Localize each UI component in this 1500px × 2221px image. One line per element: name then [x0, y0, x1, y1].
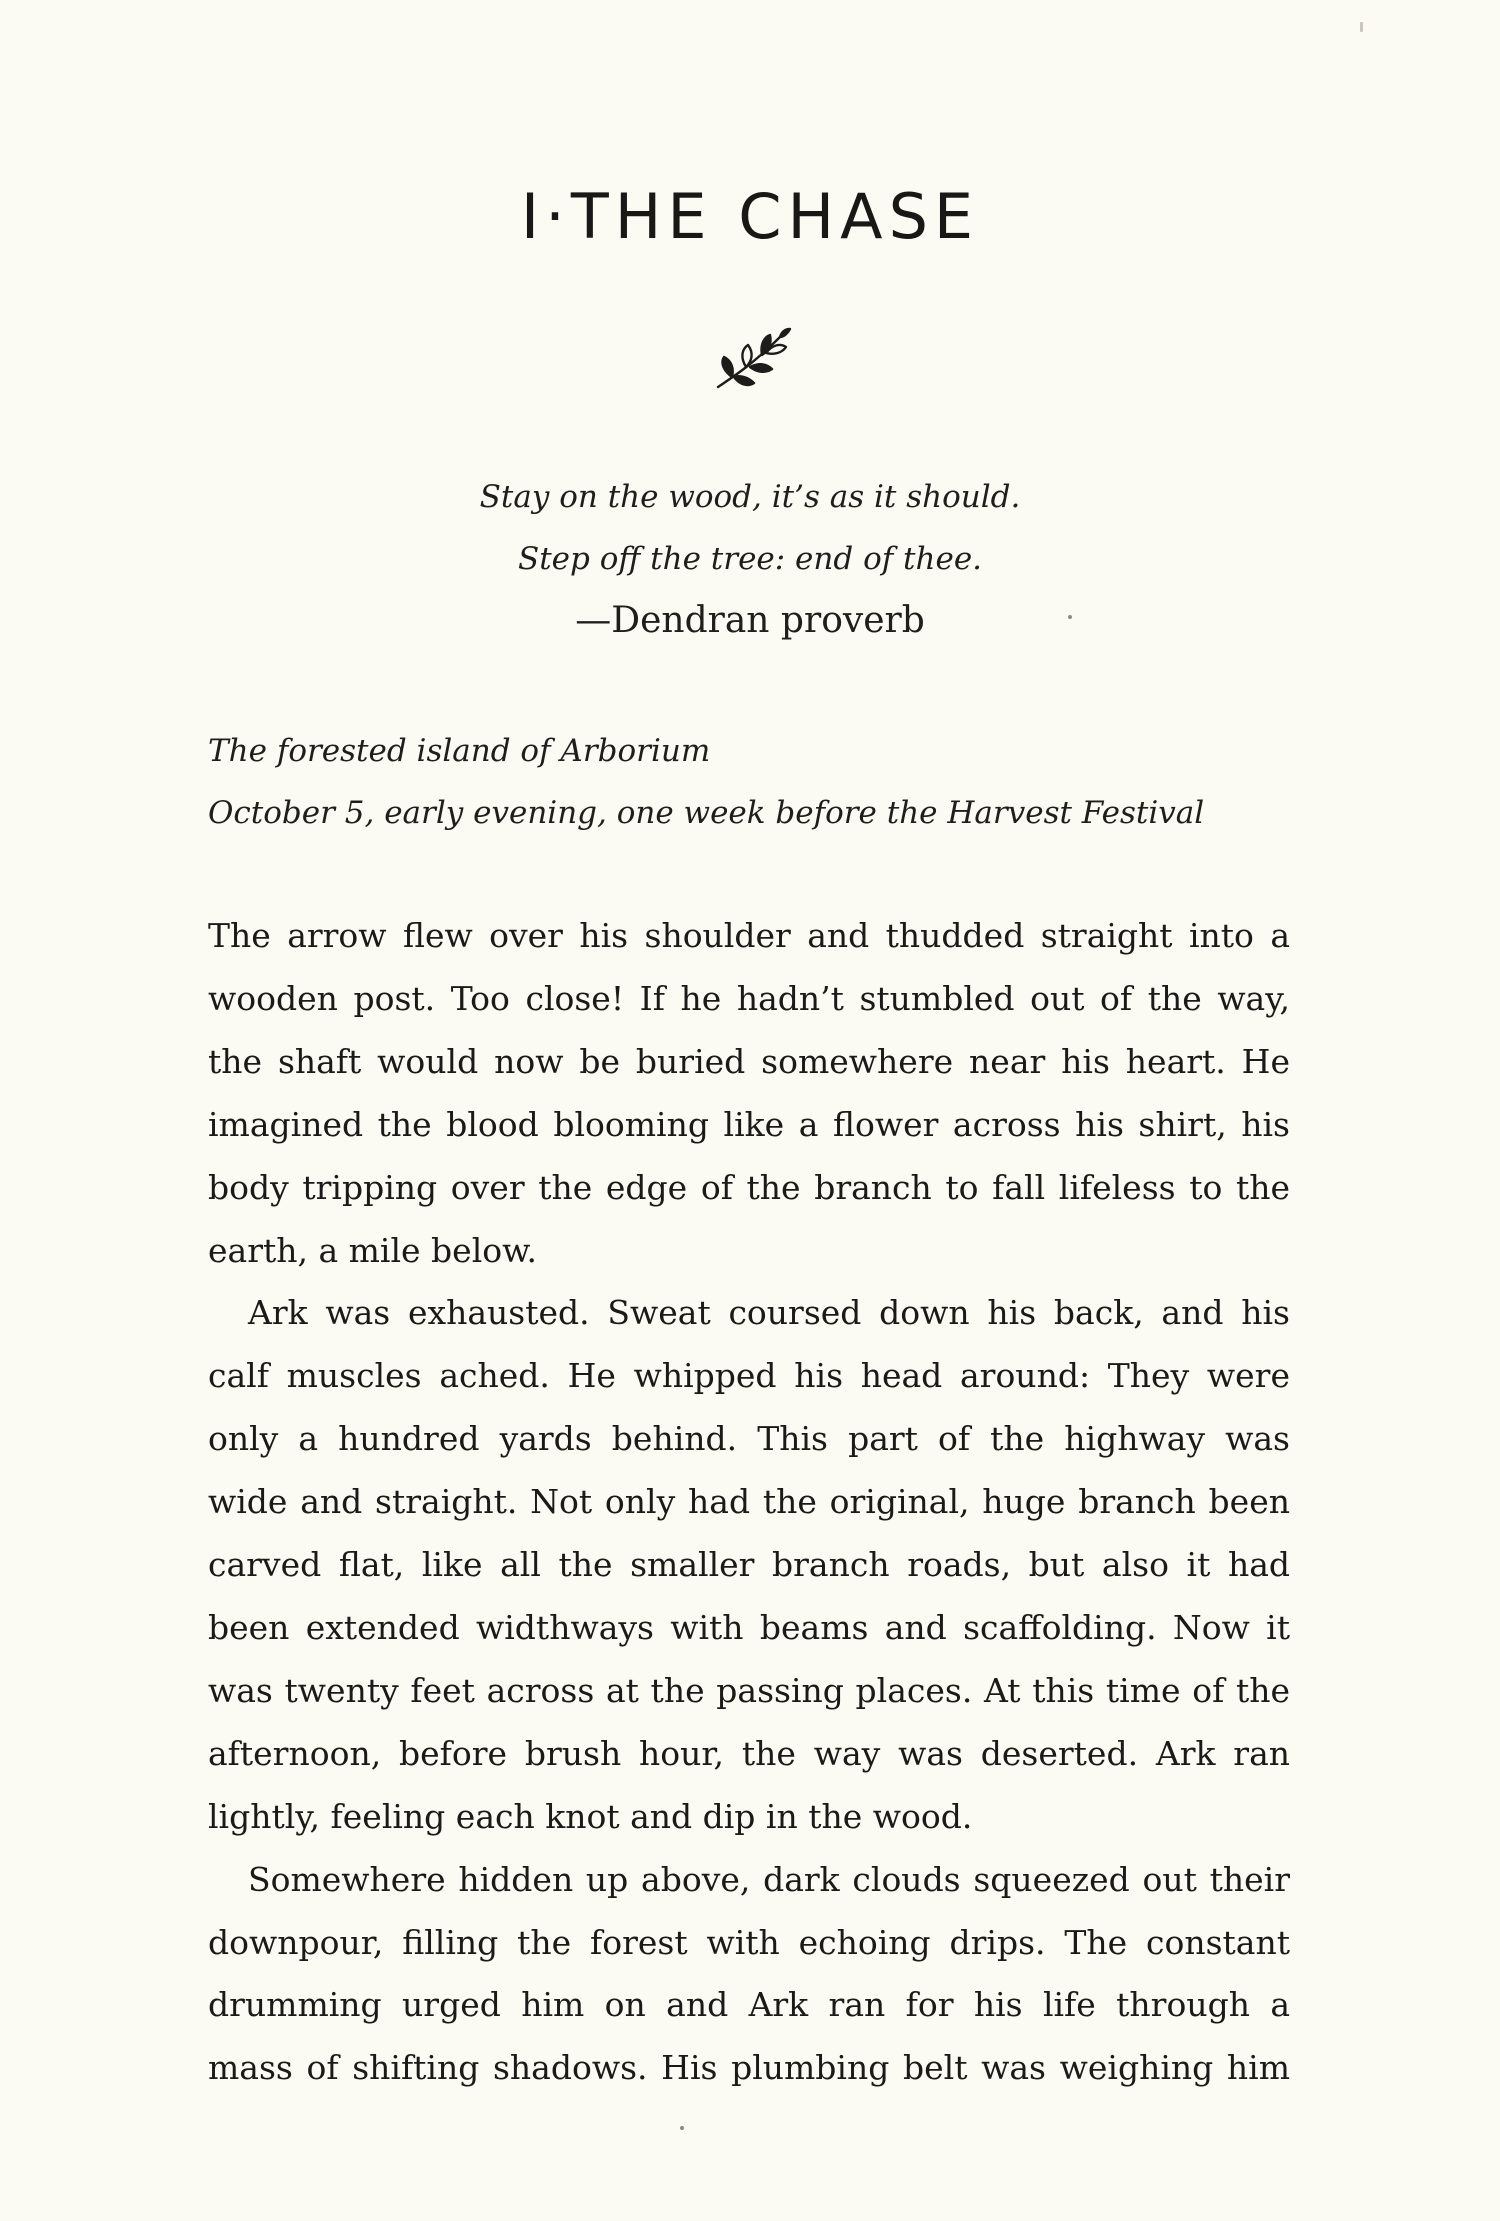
- chapter-body: [208, 905, 1290, 2100]
- body-line: drumming urged him on and Ark ran for his life through a: [208, 1985, 1290, 2025]
- body-line: the shaft would now be buried somewhere near his heart. He: [208, 1041, 1290, 1081]
- body-line: wooden post. Too close! If he hadn’t stumbled out of the way,: [208, 978, 1290, 1018]
- epigraph-attribution: —Dendran proverb: [575, 600, 925, 641]
- body-line: lightly, feeling each knot and dip in the wood.: [208, 1796, 973, 1836]
- epigraph-line: Stay on the wood, it’s as it should.: [479, 479, 1021, 515]
- body-line: Ark was exhausted. Sweat coursed down his back, and his: [248, 1293, 1290, 1333]
- body-line: wide and straight. Not only had the original, huge branch been: [208, 1482, 1290, 1522]
- leaf-sprig-icon: [710, 325, 794, 397]
- body-line: mass of shifting shadows. His plumbing belt was weighing him: [208, 2048, 1290, 2088]
- body-line: been extended widthways with beams and scaffolding. Now it: [208, 1607, 1290, 1647]
- body-line: The arrow flew over his shoulder and thudded straight into a: [208, 916, 1290, 955]
- body-line: imagined the blood blooming like a flower across his shirt, his: [208, 1104, 1290, 1144]
- body-line: calf muscles ached. He whipped his head around: They were: [208, 1356, 1290, 1396]
- body-line: only a hundred yards behind. This part of the highway was: [208, 1419, 1290, 1459]
- paper-speck: [1068, 615, 1072, 619]
- body-line: afternoon, before brush hour, the way was deserted. Ark ran: [208, 1733, 1290, 1773]
- body-line: body tripping over the edge of the branch to fall lifeless to the: [208, 1167, 1290, 1207]
- chapter-title: I·THE CHASE: [520, 180, 980, 253]
- body-line: earth, a mile below.: [208, 1230, 537, 1270]
- paper-speck: [680, 2126, 684, 2130]
- setting-time: October 5, early evening, one week before the Harvest Festival: [208, 795, 1205, 831]
- paper-speck: [1360, 22, 1363, 32]
- setting-heading: [208, 720, 1204, 844]
- body-line: Somewhere hidden up above, dark clouds squeezed out their: [248, 1859, 1290, 1899]
- epigraph: [420, 466, 1080, 652]
- body-line: downpour, filling the forest with echoing drips. The constant: [208, 1922, 1290, 1962]
- setting-place: The forested island of Arborium: [208, 733, 711, 769]
- body-line: carved flat, like all the smaller branch roads, but also it had: [208, 1545, 1290, 1585]
- epigraph-line: Step off the tree: end of thee.: [517, 541, 983, 577]
- body-line: was twenty feet across at the passing places. At this time of the: [208, 1670, 1290, 1710]
